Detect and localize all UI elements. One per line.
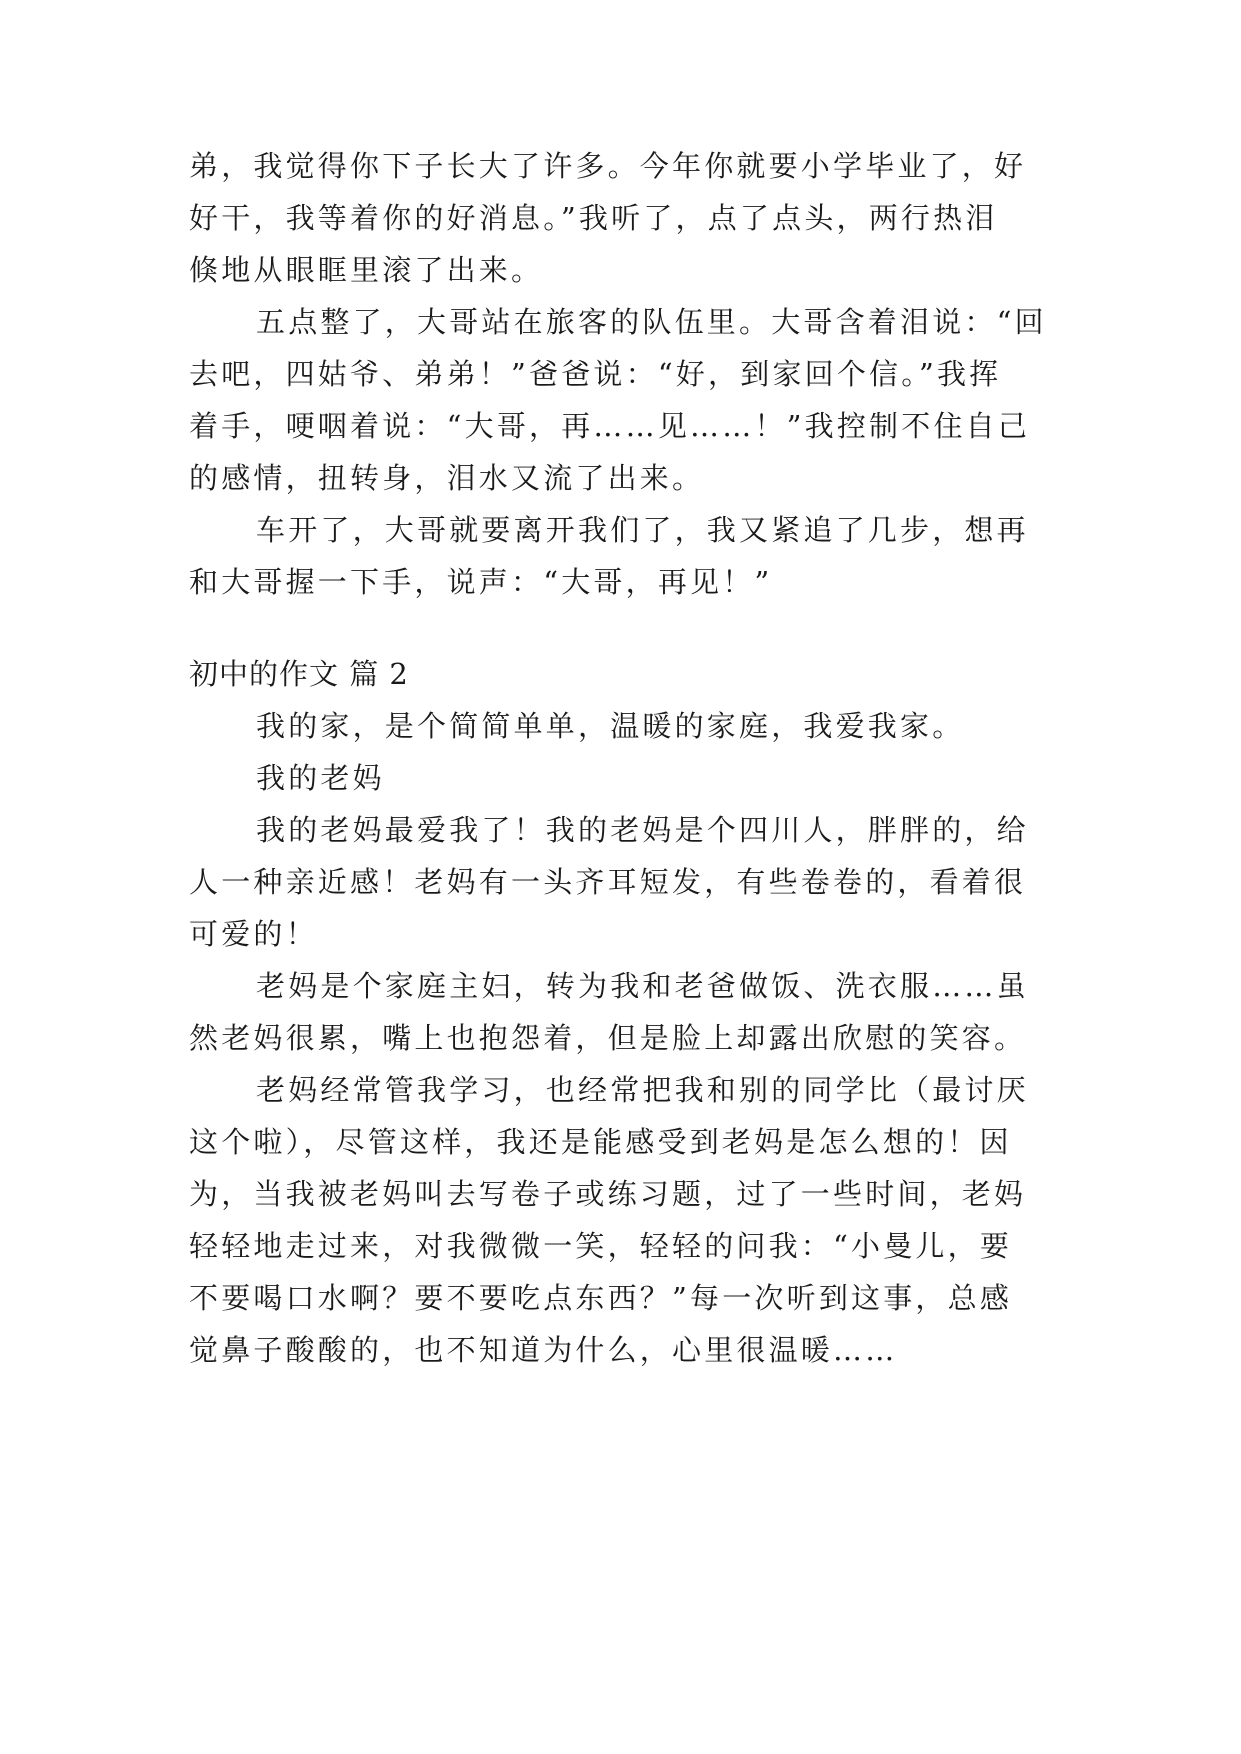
paragraph-line: 觉鼻子酸酸的，也不知道为什么，心里很温暖…… bbox=[189, 1333, 898, 1367]
paragraph-line: 这个啦），尽管这样，我还是能感受到老妈是怎么想的！因 bbox=[189, 1125, 1012, 1159]
paragraph-line: 的感情，扭转身，泪水又流了出来。 bbox=[189, 461, 705, 495]
paragraph-line: 轻轻地走过来，对我微微一笑，轻轻的问我：“小曼儿，要 bbox=[189, 1229, 1013, 1263]
paragraph-line: 为，当我被老妈叫去写卷子或练习题，过了一些时间，老妈 bbox=[189, 1177, 1027, 1211]
paragraph-line: 着手，哽咽着说：“大哥，再……见……！”我控制不住自己 bbox=[189, 409, 1031, 443]
paragraph-line: 然老妈很累，嘴上也抱怨着，但是脸上却露出欣慰的笑容。 bbox=[189, 1021, 1027, 1055]
paragraph-line: 去吧，四姑爷、弟弟！”爸爸说：“好，到家回个信。”我挥 bbox=[189, 357, 1002, 391]
paragraph-line: 人一种亲近感！老妈有一头齐耳短发，有些卷卷的，看着很 bbox=[189, 865, 1027, 899]
paragraph-line: 我的老妈最爱我了！我的老妈是个四川人，胖胖的，给 bbox=[256, 813, 1029, 847]
paragraph-line: 倏地从眼眶里滚了出来。 bbox=[189, 253, 544, 287]
paragraph-line: 可爱的！ bbox=[189, 917, 318, 951]
paragraph-line: 不要喝口水啊？要不要吃点东西？”每一次听到这事，总感 bbox=[189, 1281, 1013, 1315]
paragraph-line: 弟，我觉得你下子长大了许多。今年你就要小学毕业了，好 bbox=[189, 149, 1027, 183]
paragraph-line: 车开了，大哥就要离开我们了，我又紧追了几步，想再 bbox=[256, 513, 1029, 547]
paragraph-line: 好干，我等着你的好消息。”我听了，点了点头，两行热泪 bbox=[189, 201, 998, 235]
paragraph-line: 和大哥握一下手，说声：“大哥，再见！” bbox=[189, 565, 773, 599]
paragraph-line: 我的家，是个简简单单，温暖的家庭，我爱我家。 bbox=[256, 709, 965, 743]
paragraph-line: 我的老妈 bbox=[256, 761, 385, 795]
paragraph-line: 老妈经常管我学习，也经常把我和别的同学比（最讨厌 bbox=[256, 1073, 1029, 1107]
paragraph-line: 老妈是个家庭主妇，转为我和老爸做饭、洗衣服……虽 bbox=[256, 969, 1029, 1003]
section-heading: 初中的作文 篇 2 bbox=[189, 657, 409, 691]
paragraph-line: 五点整了，大哥站在旅客的队伍里。大哥含着泪说：“回 bbox=[256, 305, 1047, 339]
